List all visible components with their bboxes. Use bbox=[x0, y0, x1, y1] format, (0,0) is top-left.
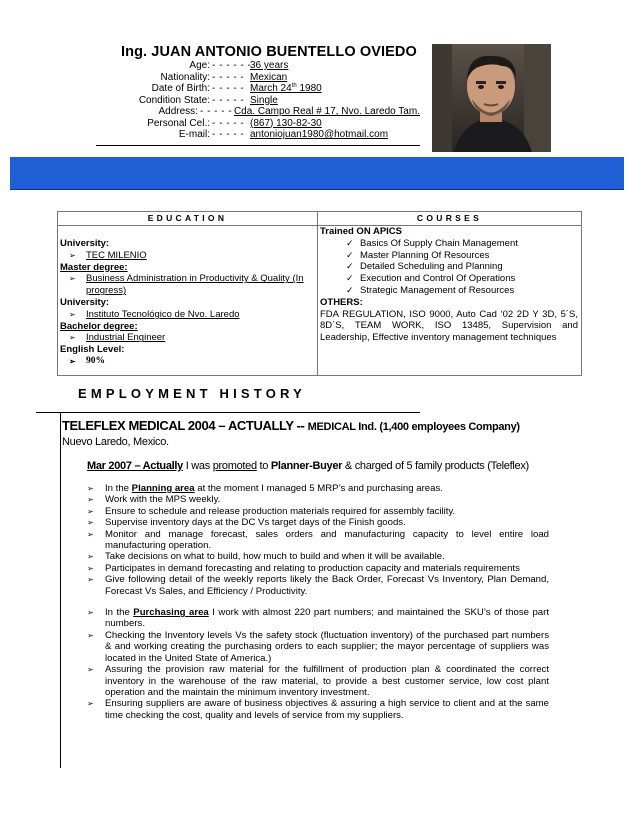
company-name: TELEFLEX MEDICAL 2004 – ACTUALLY -- MEDICAL Ind. (1,400 employees Company) bbox=[62, 418, 520, 433]
info-row-address: Address: - - - - - Cda. Campo Real # 17, Nvo. Laredo Tam. bbox=[158, 106, 420, 117]
email-link[interactable]: antoniojuan1980@hotmail.com bbox=[250, 129, 389, 140]
info-row-cel: Personal Cel.: - - - - - (867) 130-82-30 bbox=[147, 117, 322, 129]
education-heading: EDUCATION bbox=[147, 213, 228, 223]
table-divider bbox=[317, 212, 318, 375]
course-item: ✓ Master Planning Of Resources bbox=[320, 250, 578, 262]
personal-info bbox=[96, 60, 420, 146]
list-item: ➢ Give following detail of the weekly reports likely the Back Order, Forecast Vs Inventory, Plan Demand, Forecast Vs Sales, and Efficiency / Productivity. bbox=[87, 574, 549, 597]
age-value: 36 years bbox=[250, 60, 289, 71]
course-item: ✓ Execution and Control Of Operations bbox=[320, 273, 578, 285]
company-city: Nuevo Laredo, Mexico. bbox=[62, 436, 169, 448]
planning-intro: ➢ In the Planning area at the moment I managed 5 MRP’s and purchasing areas. bbox=[87, 483, 549, 494]
condition-value: Single bbox=[250, 94, 278, 106]
info-row-condition: Condition State: - - - - - Single bbox=[138, 94, 278, 106]
university-itnl: ➢ Instituto Tecnológico de Nvo. Laredo bbox=[60, 309, 314, 321]
course-item: ✓ Basics Of Supply Chain Management bbox=[320, 238, 578, 250]
profile-photo bbox=[432, 44, 551, 152]
master-degree-item: ➢ Business Administration in Productivity & Quality (In progress) bbox=[60, 273, 314, 297]
list-item: ➢ Monitor and manage forecast, sales orders and manufacturing capacity to level entire load manufacturing operation. bbox=[87, 529, 549, 552]
address-value: Cda. Campo Real # 17, Nvo. Laredo Tam. bbox=[233, 106, 420, 117]
list-item: ➢ Ensure to schedule and release production materials required for assembly facility. bbox=[87, 506, 549, 517]
courses-column: Trained ON APICS ✓ Basics Of Supply Chain Management ✓ Master Planning Of Resources ✓ Detailed Scheduling and Planning ✓ Execution and Control Of Operations ✓ Strategic Management of Resources OTHERS: FDA REGULATION, ISO 9000, Auto Cad ‘02 2D Y 3D, 5´S, 8D´S, TEAM WORK, ISO 13485, Supervision and Leadership, Effective inventory management techniques bbox=[320, 226, 578, 344]
info-row-birth: Date of Birth: - - - - - March 24th 1980 bbox=[151, 83, 322, 94]
list-item: ➢ Work with the MPS weekly. bbox=[87, 494, 549, 505]
others-text: FDA REGULATION, ISO 9000, Auto Cad ‘02 2D Y 3D, 5´S, 8D´S, TEAM WORK, ISO 13485, Supervision and Leadership, Effective inventory management techniques bbox=[320, 308, 578, 344]
courses-heading: COURSES bbox=[416, 213, 483, 223]
cel-value: (867) 130-82-30 bbox=[250, 117, 322, 129]
role-line: Mar 2007 – Actually I was promoted to Planner-Buyer & charged of 5 family products (Teleflex) bbox=[87, 460, 529, 472]
candidate-name: Ing. JUAN ANTONIO BUENTELLO OVIEDO bbox=[121, 44, 417, 60]
info-row-nationality: Nationality: - - - - - Mexican bbox=[160, 71, 288, 83]
education-courses-table bbox=[57, 211, 582, 376]
nationality-value: Mexican bbox=[250, 71, 288, 83]
list-item: ➢ Assuring the provision raw material for the fulfillment of production plan & coordinated the correct inventory in the warehouse of the raw material, to provide a best customer service, low cost plant operation and the maintain the minimum inventory investment. bbox=[87, 664, 549, 698]
birth-value: March 24th 1980 bbox=[250, 83, 322, 94]
education-column: University: ➢ TEC MILENIO Master degree: ➢ Business Administration in Productivity & Quality (In progress) University: ➢ Instituto Tecnológico de Nvo. Laredo Bachelor degree: ➢ Industrial Engineer English Level: ➢ 90% bbox=[60, 238, 314, 368]
list-item: ➢ Checking the Inventory levels Vs the safety stock (fluctuation inventory) of the purchased part numbers & and working creating the purchasing orders to each supplier; the mayor percentage of suppliers was located in the United State of America.) bbox=[87, 630, 549, 664]
employment-rule bbox=[36, 412, 420, 413]
list-item: ➢ Take decisions on what to build, how much to build and when it will be available. bbox=[87, 551, 549, 562]
list-item: ➢ Participates in demand forecasting and relating to production capacity and materials requirements bbox=[87, 563, 549, 574]
list-item: ➢ Ensuring suppliers are aware of business objectives & assuring a high service to client and at the same time checking the cost, quality and levels of service from my suppliers. bbox=[87, 698, 549, 721]
course-item: ✓ Detailed Scheduling and Planning bbox=[320, 261, 578, 273]
university-tec-milenio: ➢ TEC MILENIO bbox=[60, 250, 314, 262]
bachelor-degree-item: ➢ Industrial Engineer bbox=[60, 332, 314, 344]
info-row-age: Age: - - - - - - 36 years bbox=[189, 60, 289, 71]
employment-heading: EMPLOYMENT HISTORY bbox=[78, 386, 307, 401]
duties-list bbox=[87, 483, 549, 721]
info-row-email: E-mail: - - - - - antoniojuan1980@hotmail.com bbox=[178, 129, 389, 140]
purchasing-intro: ➢ In the Purchasing area I work with almost 220 part numbers; and maintained the SKU’s of those part numbers. bbox=[87, 607, 549, 630]
course-item: ✓ Strategic Management of Resources bbox=[320, 285, 578, 297]
list-item: ➢ Supervise inventory days at the DC Vs target days of the Finish goods. bbox=[87, 517, 549, 528]
header-color-band bbox=[10, 157, 624, 190]
employment-vertical-rule bbox=[60, 413, 61, 768]
english-level-item: ➢ 90% bbox=[60, 356, 314, 368]
